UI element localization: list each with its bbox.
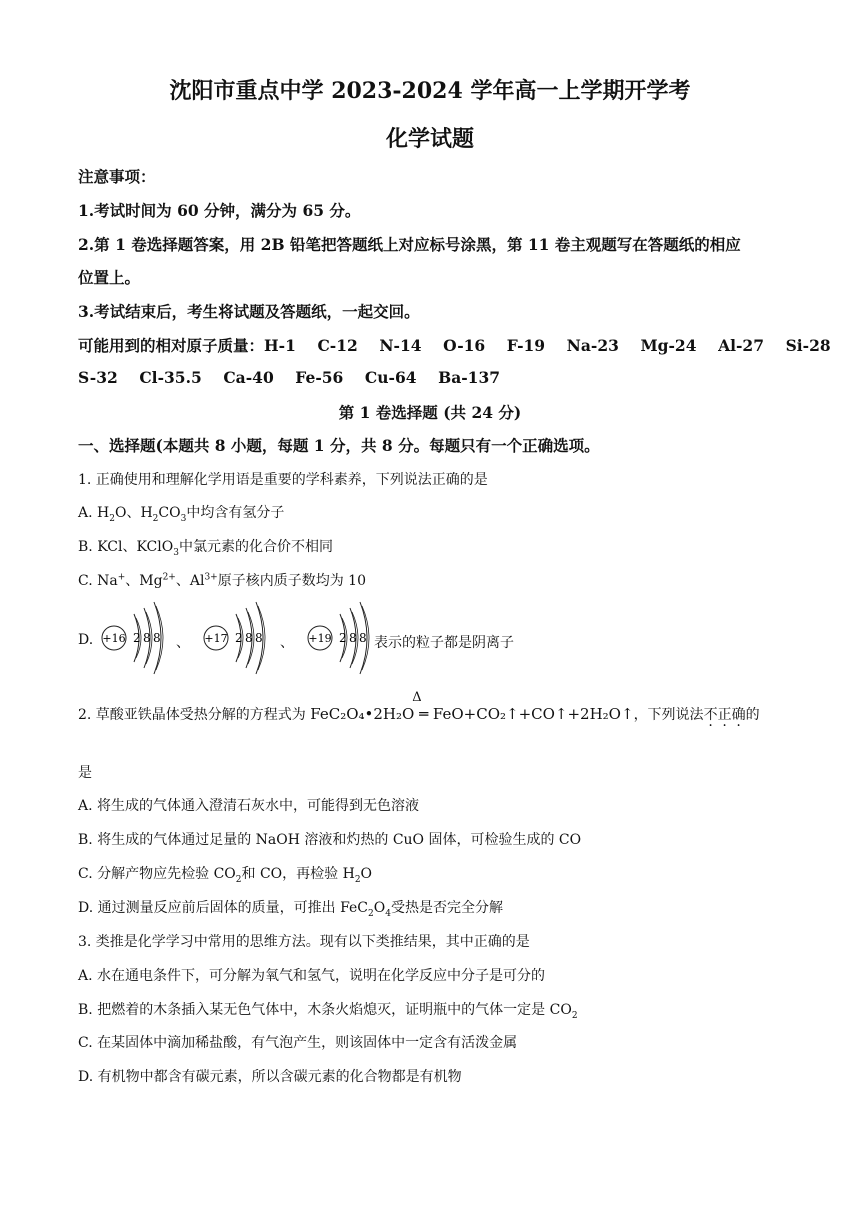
notes-heading: 注意事项： bbox=[78, 167, 156, 186]
atom-2-shell-3: 8 bbox=[255, 631, 263, 645]
atom-3-shell-3: 8 bbox=[359, 631, 367, 645]
q2-option-a: A. 将生成的气体通入澄清石灰水中，可能得到无色溶液 bbox=[78, 798, 420, 814]
note-item-2: 2.第 1 卷选择题答案，用 2B 铅笔把答题纸上对应标号涂黑，第 11 卷主观题写在答题纸的相应 bbox=[78, 235, 741, 254]
q2-emphasis: 不正确 bbox=[703, 707, 746, 723]
atom-1-shell-2: 8 bbox=[143, 631, 151, 645]
atomic-masses-line-2: S-32 Cl-35.5 Ca-40 Fe-56 Cu-64 Ba-137 bbox=[78, 368, 501, 387]
q1-option-a: A. $H_2O$、$H_2CO_3$中均含有氢分子 bbox=[78, 505, 285, 524]
q3-option-b: B. 把燃着的木条插入某无色气体中，木条火焰熄灭，证明瓶中的气体一定是 $CO_2$ bbox=[78, 1002, 578, 1021]
q1-option-c: C. Na+、$Mg^{2+}$、$Al^{3+}$原子核内质子数均为 10 bbox=[78, 572, 366, 589]
q2-stem-cont: 是 bbox=[78, 765, 92, 781]
q1-option-d-text: 表示的粒子都是阴离子 bbox=[374, 635, 514, 651]
atom-diagram-1 bbox=[100, 596, 172, 684]
q1-d-separator-1: 、 bbox=[176, 635, 190, 651]
atomic-masses-line-1: 可能用到的相对原子质量：H-1 C-12 N-14 O-16 F-19 Na-23 Mg-24 Al-27 Si-28 bbox=[78, 336, 831, 355]
exam-subtitle: 化学试题 bbox=[385, 126, 474, 152]
part-1-heading: 一、选择题(本题共 8 小题，每题 1 分，共 8 分。每题只有一个正确选项。 bbox=[78, 436, 600, 455]
atom-2-shell-2: 8 bbox=[245, 631, 253, 645]
note-item-1: 1.考试时间为 60 分钟，满分为 65 分。 bbox=[78, 201, 361, 220]
q2-stem: 2. 草酸亚铁晶体受热分解的方程式为 FeC₂O₄•2H₂O ═ FeO+CO₂↑+CO↑+2H₂O↑ Δ ，下列说法不正确的 bbox=[78, 690, 760, 723]
atom-1-shell-1: 2 bbox=[133, 631, 141, 645]
q3-option-c: C. 在某固体中滴加稀盐酸，有气泡产生，则该固体中一定含有活泼金属 bbox=[78, 1035, 518, 1051]
note-item-2-cont: 位置上。 bbox=[78, 268, 141, 287]
atom-diagram-3 bbox=[306, 596, 378, 684]
q1-stem: 1. 正确使用和理解化学用语是重要的学科素养，下列说法正确的是 bbox=[78, 472, 488, 488]
atom-3-shell-1: 2 bbox=[339, 631, 347, 645]
atom-2-nucleus: +17 bbox=[204, 632, 228, 645]
section-title: 第 1 卷选择题 (共 24 分) bbox=[338, 403, 522, 422]
exam-title: 沈阳市重点中学 2023-2024 学年高一上学期开学考 bbox=[169, 78, 691, 104]
q2-option-d: D. 通过测量反应前后固体的质量，可推出 $FeC_2O_4$受热是否完全分解 bbox=[78, 900, 503, 919]
atom-3-nucleus: +19 bbox=[308, 632, 332, 645]
q2-equation: FeC₂O₄•2H₂O ═ FeO+CO₂↑+CO↑+2H₂O↑ bbox=[310, 705, 634, 723]
q1-option-d-label: D. bbox=[78, 632, 94, 648]
q1-d-separator-2: 、 bbox=[280, 635, 294, 651]
atom-diagram-2 bbox=[202, 596, 274, 684]
heat-delta-symbol: Δ bbox=[412, 690, 422, 705]
q3-stem: 3. 类推是化学学习中常用的思维方法。现有以下类推结果，其中正确的是 bbox=[78, 934, 530, 950]
q3-option-a: A. 水在通电条件下，可分解为氧气和氢气，说明在化学反应中分子是可分的 bbox=[78, 968, 546, 984]
note-item-3: 3.考试结束后，考生将试题及答题纸，一起交回。 bbox=[78, 302, 420, 321]
atom-3-shell-2: 8 bbox=[349, 631, 357, 645]
q2-option-c: C. 分解产物应先检验 $CO_2$和 CO，再检验 $H_2O$ bbox=[78, 866, 373, 885]
q2-option-b: B. 将生成的气体通过足量的 NaOH 溶液和灼热的 CuO 固体，可检验生成的 CO bbox=[78, 832, 582, 848]
atom-1-shell-3: 8 bbox=[153, 631, 161, 645]
q1-option-b: B. KCl、KClO$_3$中氯元素的化合价不相同 bbox=[78, 539, 333, 558]
q3-option-d: D. 有机物中都含有碳元素，所以含碳元素的化合物都是有机物 bbox=[78, 1069, 462, 1085]
atom-1-nucleus: +16 bbox=[102, 632, 126, 645]
atom-2-shell-1: 2 bbox=[235, 631, 243, 645]
